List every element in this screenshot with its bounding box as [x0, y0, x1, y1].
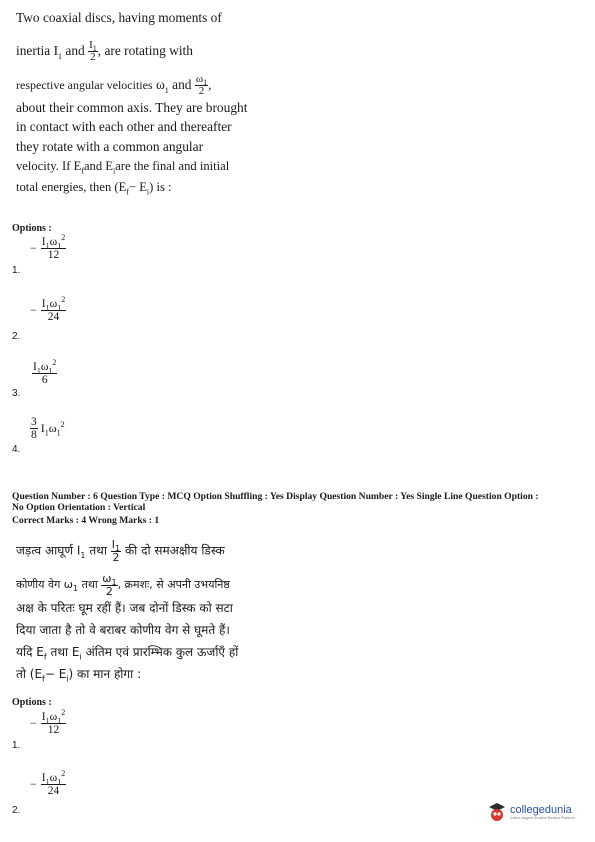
options-label-2: Options : — [12, 697, 52, 708]
collegedunia-logo — [487, 801, 575, 823]
option-2-2-number[interactable]: 2. — [12, 805, 21, 816]
option-4-expression: $\frac{3}{8}$ $I_1\omega_1^2$ — [31, 416, 65, 442]
meta-line-1: Question Number : 6 Question Type : MCQ Option Shuffling : Yes Display Question Number : Yes Single Line Question Option : — [12, 491, 539, 502]
option-2-expression: − $\frac{I_1\omega_1^2}{24}$ — [30, 295, 66, 324]
option-2-1-expression: − $\frac{I_1\omega_1^2}{12}$ — [30, 708, 66, 737]
meta-line-2: No Option Orientation : Vertical — [12, 502, 146, 513]
q-line-rotate: they rotate with a common angular — [16, 138, 204, 154]
rotating-text: , are rotating with — [97, 42, 193, 58]
logo-tagline: India's largest Student Review Platform — [510, 815, 575, 820]
hi-line-1: जड़त्व आघूर्ण $I_1$ तथा $\frac{I_1}{2}$ की दो समअक्षीय डिस्क — [16, 538, 225, 564]
q-line-total: total energies, then $(E_f- E_i)$ is : — [16, 179, 172, 197]
option-4-number[interactable]: 4. — [12, 444, 21, 455]
option-2-1-number[interactable]: 1. — [12, 740, 21, 751]
marks-info: Correct Marks : 4 Wrong Marks : 1 — [12, 515, 160, 526]
option-1-number[interactable]: 1. — [12, 265, 21, 276]
option-3-expression: $\frac{I_1\omega_1^2}{6}$ — [33, 358, 57, 387]
option-2-number[interactable]: 2. — [12, 331, 21, 342]
q-line-1: Two coaxial discs, having moments of — [16, 10, 222, 25]
and-word: and — [65, 42, 85, 58]
i-subscript: 1 — [58, 51, 63, 61]
logo-name: collegedunia — [510, 803, 572, 816]
fraction-i-over-2: $\frac{I_1}{2}$ — [89, 38, 97, 64]
q-line-contact: in contact with each other and thereafter — [16, 119, 232, 135]
option-2-2-expression: − $\frac{I_1\omega_1^2}{24}$ — [30, 769, 66, 798]
hi-line-4: दिया जाता है तो वे बराबर कोणीय वेग से घूमते हैं। — [16, 623, 230, 638]
option-3-number[interactable]: 3. — [12, 388, 21, 399]
hi-line-3: अक्ष के परितः घूम रहीं हैं। जब दोनों डिस्क को सटा — [16, 601, 233, 616]
option-1-expression: − $\frac{I_1\omega_1^2}{12}$ — [30, 233, 66, 262]
graduate-cap-icon — [487, 801, 507, 823]
velocities-text: respective angular velocities — [16, 77, 153, 92]
and-word-2: and — [172, 76, 192, 92]
i-symbol: I — [53, 42, 59, 58]
hi-line-5: यदि $E_f$ तथा $E_i$ अंतिम एवं प्रारम्भिक कुल ऊर्जाएँ हों — [16, 645, 239, 662]
question-meta — [12, 491, 587, 513]
question-text-hi — [16, 533, 276, 685]
options-label: Options : — [12, 223, 52, 234]
fraction-omega-over-2: $\frac{\omega_1}{2}$ — [195, 72, 208, 98]
q-line-velocity: velocity. If $E_fand$ $E_iare$ the final and initial — [16, 159, 230, 176]
q-line-about: about their common axis. They are brought — [16, 99, 248, 115]
omega-symbol: ω — [155, 76, 165, 92]
hi-line-2: कोणीय वेग $\omega_1$ तथा $\frac{\omega_1}{2}$ , क्रमशः, से अपनी उभयनिष्ठ — [16, 572, 230, 598]
hi-line-6: तो $(E_f- E_i)$ का मान होगा : — [16, 667, 142, 684]
question-text-en: Two coaxial discs, having moments of inertia $I_1$ and $\frac{I_1}{2}$ , are rotating with respective angular velocities $\omega_1$ and $\frac{\omega_1}{2}$ , about their common axis. They are brought in contact with each other and thereafter they rotate with a common angular velocity. If $E_fand$ $E_iare$ the final and initial total energies, then $(E_f- E_i)$ is : — [16, 10, 248, 197]
inertia-word: inertia — [16, 42, 51, 58]
